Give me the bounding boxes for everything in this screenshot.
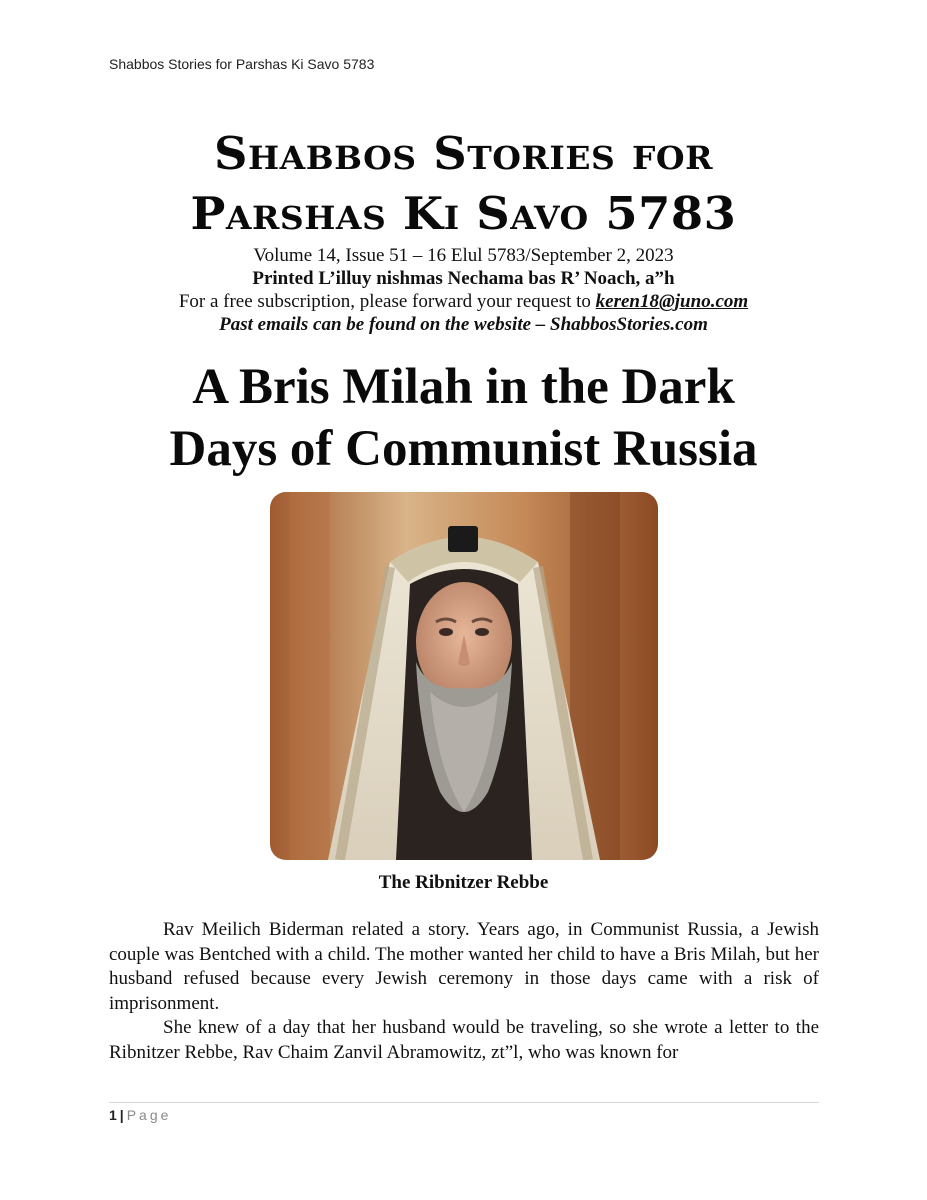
page-number: 1 xyxy=(109,1107,117,1123)
past-emails-line: Past emails can be found on the website – ShabbosStories.com xyxy=(219,314,708,335)
story-title-line2: Days of Communist Russia xyxy=(169,421,758,477)
portrait-photo-icon xyxy=(270,492,658,860)
masthead-title-line2: Parshas Ki Savo 5783 xyxy=(190,187,737,240)
subscription-email-link[interactable]: keren18@juno.com xyxy=(595,291,749,312)
story-paragraph: She knew of a day that her husband would be traveling, so she wrote a letter to the Ribnitzer Rebbe, Rav Chaim Zanvil Abramowitz, zt”l, who was known for xyxy=(109,1017,819,1063)
masthead xyxy=(0,124,927,336)
subscription-line xyxy=(0,290,927,313)
story-title xyxy=(0,356,927,480)
page-label: Page xyxy=(126,1107,172,1123)
footer-separator: | xyxy=(119,1107,124,1123)
subscription-text: For a free subscription, please forward your request to xyxy=(178,291,596,312)
photo-caption: The Ribnitzer Rebbe xyxy=(378,872,549,893)
issue-line: Volume 14, Issue 51 – 16 Elul 5783/September 2, 2023 xyxy=(253,245,674,266)
masthead-title-line1: Shabbos Stories for xyxy=(213,127,714,180)
story-title-line1: A Bris Milah in the Dark xyxy=(192,359,735,415)
story-paragraph: Rav Meilich Biderman related a story. Years ago, in Communist Russia, a Jewish couple was Bentched with a child. The mother wanted her child to have a Bris Milah, but her husband refused because every Jewish ceremony in those days came with a risk of imprisonment. xyxy=(109,919,819,1014)
rebbe-photo xyxy=(270,492,658,860)
running-header: Shabbos Stories for Parshas Ki Savo 5783 xyxy=(109,56,375,72)
footer-divider xyxy=(109,1102,819,1103)
story-body xyxy=(109,918,819,1065)
dedication-line: Printed L’illuy nishmas Nechama bas R’ Noach, a”h xyxy=(252,268,675,289)
page-footer xyxy=(109,1107,171,1123)
masthead-title xyxy=(0,124,927,244)
